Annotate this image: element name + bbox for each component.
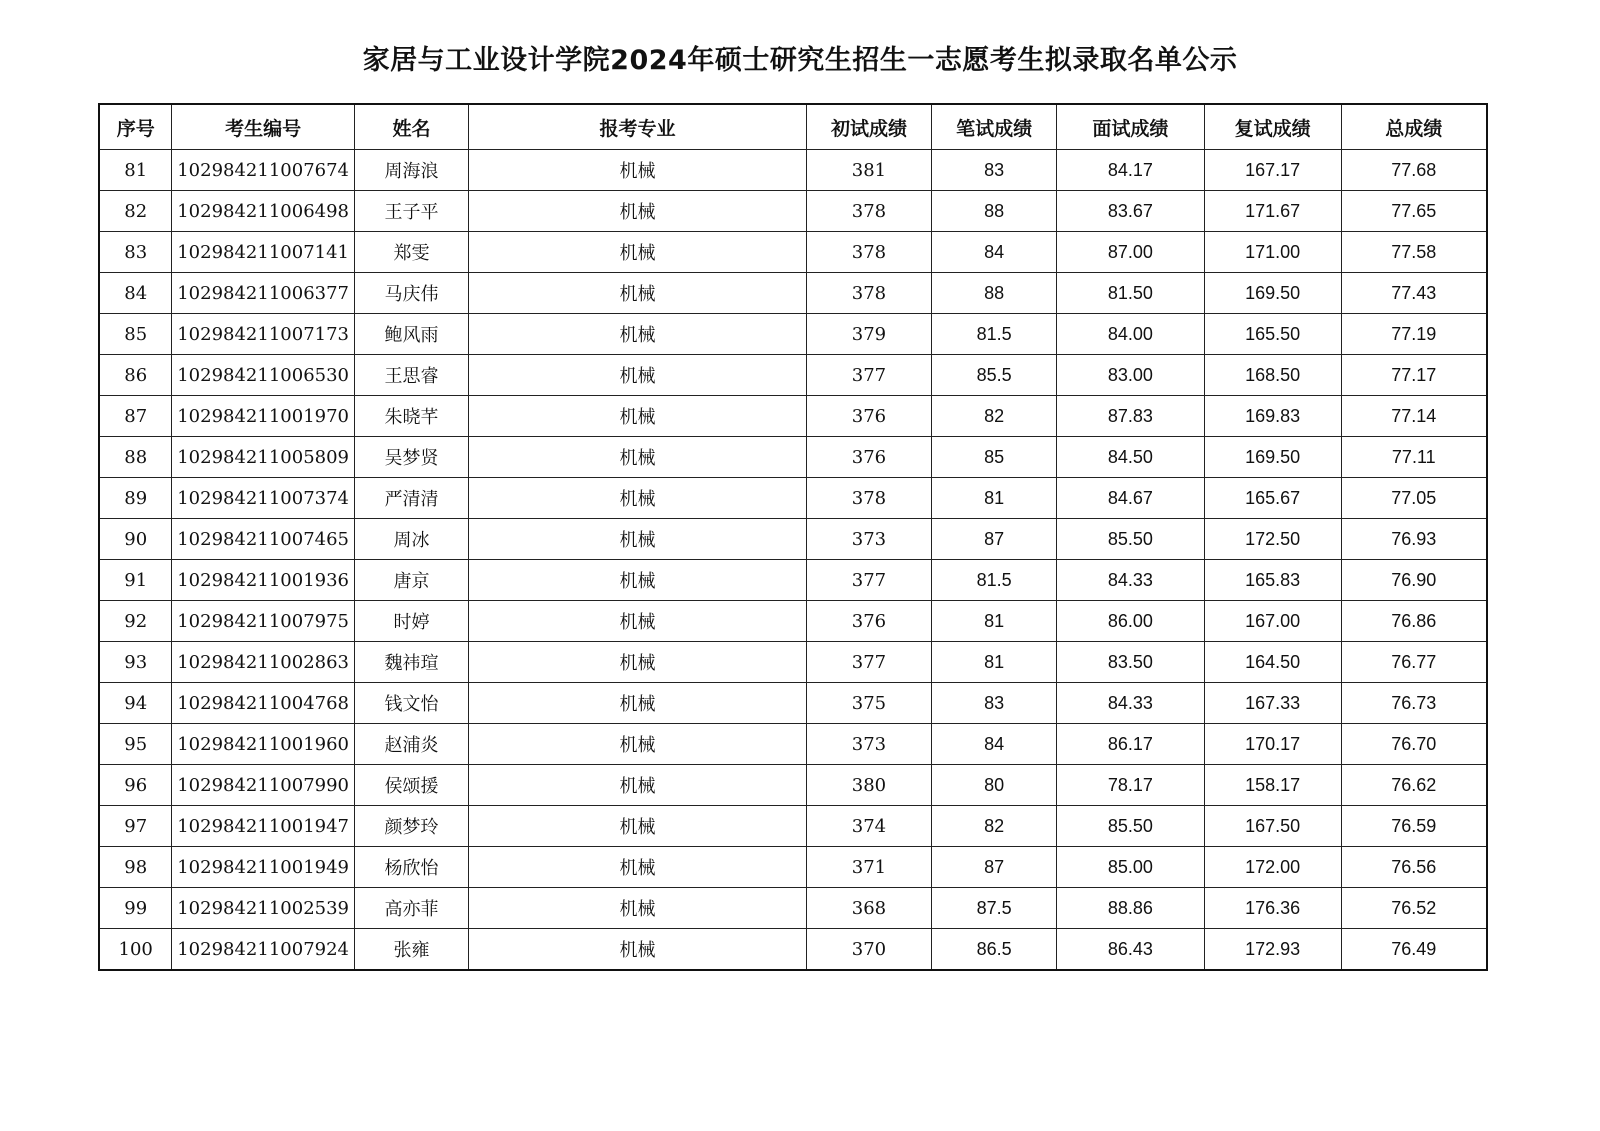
cell-name: 周冰 [354,519,468,560]
cell-total-score: 76.56 [1341,847,1487,888]
cell-interview-score: 88.86 [1056,888,1204,929]
cell-name: 马庆伟 [354,273,468,314]
cell-exam-id: 102984211006498 [172,191,354,232]
cell-retest-score: 164.50 [1204,642,1341,683]
cell-initial-score: 377 [806,355,932,396]
cell-name: 郑雯 [354,232,468,273]
table-row [99,642,1487,683]
cell-exam-id: 102984211007465 [172,519,354,560]
cell-interview-score: 84.50 [1056,437,1204,478]
table-row [99,437,1487,478]
table-row [99,273,1487,314]
cell-total-score: 76.62 [1341,765,1487,806]
cell-written-score: 87.5 [932,888,1057,929]
cell-exam-id: 102984211002539 [172,888,354,929]
cell-interview-score: 84.17 [1056,150,1204,191]
cell-name: 唐京 [354,560,468,601]
cell-name: 侯颂援 [354,765,468,806]
cell-written-score: 81.5 [932,314,1057,355]
cell-seq: 94 [99,683,172,724]
cell-interview-score: 85.00 [1056,847,1204,888]
cell-initial-score: 376 [806,396,932,437]
table-row [99,519,1487,560]
cell-name: 高亦菲 [354,888,468,929]
cell-interview-score: 81.50 [1056,273,1204,314]
cell-retest-score: 169.50 [1204,437,1341,478]
cell-name: 魏祎瑄 [354,642,468,683]
cell-major: 机械 [469,724,806,765]
cell-total-score: 77.58 [1341,232,1487,273]
cell-seq: 88 [99,437,172,478]
table-row [99,150,1487,191]
table-row [99,232,1487,273]
cell-seq: 95 [99,724,172,765]
cell-major: 机械 [469,642,806,683]
cell-retest-score: 158.17 [1204,765,1341,806]
cell-major: 机械 [469,478,806,519]
table-row [99,191,1487,232]
header-total-score: 总成绩 [1341,104,1487,150]
table-row [99,478,1487,519]
cell-initial-score: 381 [806,150,932,191]
cell-seq: 100 [99,929,172,971]
cell-total-score: 77.17 [1341,355,1487,396]
cell-written-score: 81.5 [932,560,1057,601]
cell-total-score: 77.05 [1341,478,1487,519]
cell-interview-score: 85.50 [1056,806,1204,847]
cell-major: 机械 [469,683,806,724]
cell-retest-score: 165.67 [1204,478,1341,519]
table-row [99,560,1487,601]
cell-initial-score: 377 [806,560,932,601]
cell-exam-id: 102984211007674 [172,150,354,191]
cell-major: 机械 [469,150,806,191]
cell-major: 机械 [469,601,806,642]
cell-written-score: 81 [932,478,1057,519]
cell-written-score: 85.5 [932,355,1057,396]
header-exam-id: 考生编号 [172,104,354,150]
cell-written-score: 81 [932,601,1057,642]
cell-seq: 81 [99,150,172,191]
cell-name: 颜梦玲 [354,806,468,847]
cell-interview-score: 83.50 [1056,642,1204,683]
cell-total-score: 76.77 [1341,642,1487,683]
table-row [99,314,1487,355]
cell-written-score: 84 [932,724,1057,765]
cell-initial-score: 379 [806,314,932,355]
cell-major: 机械 [469,437,806,478]
cell-seq: 85 [99,314,172,355]
cell-name: 鲍风雨 [354,314,468,355]
cell-exam-id: 102984211007141 [172,232,354,273]
cell-initial-score: 378 [806,273,932,314]
cell-exam-id: 102984211001947 [172,806,354,847]
cell-interview-score: 83.00 [1056,355,1204,396]
cell-name: 张雍 [354,929,468,971]
header-retest-score: 复试成绩 [1204,104,1341,150]
cell-interview-score: 84.33 [1056,683,1204,724]
cell-retest-score: 167.00 [1204,601,1341,642]
cell-interview-score: 84.00 [1056,314,1204,355]
cell-written-score: 84 [932,232,1057,273]
cell-written-score: 83 [932,150,1057,191]
cell-name: 赵浦炎 [354,724,468,765]
cell-retest-score: 172.00 [1204,847,1341,888]
cell-retest-score: 165.50 [1204,314,1341,355]
cell-retest-score: 167.17 [1204,150,1341,191]
cell-initial-score: 378 [806,232,932,273]
cell-exam-id: 102984211006377 [172,273,354,314]
cell-written-score: 85 [932,437,1057,478]
cell-exam-id: 102984211004768 [172,683,354,724]
cell-seq: 89 [99,478,172,519]
cell-written-score: 87 [932,847,1057,888]
cell-major: 机械 [469,765,806,806]
cell-total-score: 76.59 [1341,806,1487,847]
cell-exam-id: 102984211007924 [172,929,354,971]
cell-interview-score: 84.67 [1056,478,1204,519]
table-row [99,683,1487,724]
cell-exam-id: 102984211005809 [172,437,354,478]
cell-initial-score: 370 [806,929,932,971]
cell-exam-id: 102984211001960 [172,724,354,765]
cell-total-score: 76.70 [1341,724,1487,765]
document-title: 家居与工业设计学院2024年硕士研究生招生一志愿考生拟录取名单公示 [362,45,1238,76]
cell-interview-score: 83.67 [1056,191,1204,232]
cell-seq: 93 [99,642,172,683]
cell-major: 机械 [469,519,806,560]
cell-name: 吴梦贤 [354,437,468,478]
cell-written-score: 80 [932,765,1057,806]
header-seq: 序号 [99,104,172,150]
header-written-score: 笔试成绩 [932,104,1057,150]
table-row [99,601,1487,642]
cell-seq: 92 [99,601,172,642]
table-header-row [99,104,1487,150]
cell-total-score: 77.68 [1341,150,1487,191]
cell-major: 机械 [469,806,806,847]
cell-retest-score: 169.83 [1204,396,1341,437]
cell-initial-score: 373 [806,724,932,765]
cell-interview-score: 86.00 [1056,601,1204,642]
cell-retest-score: 167.50 [1204,806,1341,847]
cell-interview-score: 87.00 [1056,232,1204,273]
cell-initial-score: 378 [806,478,932,519]
cell-retest-score: 172.50 [1204,519,1341,560]
cell-major: 机械 [469,560,806,601]
cell-exam-id: 102984211007975 [172,601,354,642]
cell-seq: 97 [99,806,172,847]
cell-exam-id: 102984211001936 [172,560,354,601]
cell-retest-score: 176.36 [1204,888,1341,929]
cell-exam-id: 102984211007374 [172,478,354,519]
cell-initial-score: 380 [806,765,932,806]
cell-interview-score: 86.17 [1056,724,1204,765]
cell-seq: 87 [99,396,172,437]
table-row [99,847,1487,888]
table-row [99,724,1487,765]
cell-initial-score: 373 [806,519,932,560]
table-row [99,929,1487,971]
cell-exam-id: 102984211006530 [172,355,354,396]
cell-seq: 96 [99,765,172,806]
cell-name: 杨欣怡 [354,847,468,888]
cell-initial-score: 375 [806,683,932,724]
cell-name: 王子平 [354,191,468,232]
cell-total-score: 76.49 [1341,929,1487,971]
cell-major: 机械 [469,273,806,314]
cell-major: 机械 [469,232,806,273]
cell-retest-score: 169.50 [1204,273,1341,314]
cell-major: 机械 [469,191,806,232]
cell-total-score: 77.14 [1341,396,1487,437]
cell-written-score: 82 [932,396,1057,437]
cell-name: 钱文怡 [354,683,468,724]
table-body [99,150,1487,971]
cell-total-score: 77.43 [1341,273,1487,314]
cell-major: 机械 [469,314,806,355]
cell-written-score: 88 [932,273,1057,314]
cell-total-score: 76.73 [1341,683,1487,724]
cell-exam-id: 102984211007173 [172,314,354,355]
cell-exam-id: 102984211001949 [172,847,354,888]
cell-total-score: 77.65 [1341,191,1487,232]
table-row [99,806,1487,847]
cell-seq: 84 [99,273,172,314]
cell-exam-id: 102984211007990 [172,765,354,806]
cell-initial-score: 374 [806,806,932,847]
table-row [99,765,1487,806]
cell-name: 严清清 [354,478,468,519]
cell-seq: 83 [99,232,172,273]
table-row [99,396,1487,437]
cell-exam-id: 102984211002863 [172,642,354,683]
cell-seq: 82 [99,191,172,232]
cell-interview-score: 85.50 [1056,519,1204,560]
cell-initial-score: 376 [806,601,932,642]
cell-written-score: 83 [932,683,1057,724]
table-row [99,355,1487,396]
cell-name: 时婷 [354,601,468,642]
cell-retest-score: 170.17 [1204,724,1341,765]
cell-major: 机械 [469,888,806,929]
cell-initial-score: 378 [806,191,932,232]
cell-total-score: 76.93 [1341,519,1487,560]
cell-interview-score: 86.43 [1056,929,1204,971]
cell-written-score: 87 [932,519,1057,560]
cell-major: 机械 [469,355,806,396]
admission-list-table [98,103,1488,971]
cell-initial-score: 377 [806,642,932,683]
cell-total-score: 76.86 [1341,601,1487,642]
cell-name: 周海浪 [354,150,468,191]
cell-retest-score: 172.93 [1204,929,1341,971]
cell-interview-score: 84.33 [1056,560,1204,601]
cell-initial-score: 376 [806,437,932,478]
cell-major: 机械 [469,396,806,437]
cell-interview-score: 87.83 [1056,396,1204,437]
header-interview-score: 面试成绩 [1056,104,1204,150]
cell-major: 机械 [469,847,806,888]
cell-retest-score: 167.33 [1204,683,1341,724]
cell-seq: 99 [99,888,172,929]
cell-initial-score: 368 [806,888,932,929]
cell-written-score: 81 [932,642,1057,683]
cell-total-score: 77.11 [1341,437,1487,478]
cell-seq: 90 [99,519,172,560]
cell-retest-score: 171.67 [1204,191,1341,232]
cell-written-score: 88 [932,191,1057,232]
cell-written-score: 86.5 [932,929,1057,971]
cell-retest-score: 171.00 [1204,232,1341,273]
cell-total-score: 76.90 [1341,560,1487,601]
cell-written-score: 82 [932,806,1057,847]
header-initial-score: 初试成绩 [806,104,932,150]
cell-initial-score: 371 [806,847,932,888]
cell-seq: 86 [99,355,172,396]
cell-total-score: 76.52 [1341,888,1487,929]
header-major: 报考专业 [469,104,806,150]
cell-name: 朱晓芊 [354,396,468,437]
header-name: 姓名 [354,104,468,150]
cell-seq: 91 [99,560,172,601]
table-row [99,888,1487,929]
cell-name: 王思睿 [354,355,468,396]
cell-major: 机械 [469,929,806,971]
cell-exam-id: 102984211001970 [172,396,354,437]
cell-seq: 98 [99,847,172,888]
cell-retest-score: 165.83 [1204,560,1341,601]
cell-total-score: 77.19 [1341,314,1487,355]
cell-retest-score: 168.50 [1204,355,1341,396]
cell-interview-score: 78.17 [1056,765,1204,806]
